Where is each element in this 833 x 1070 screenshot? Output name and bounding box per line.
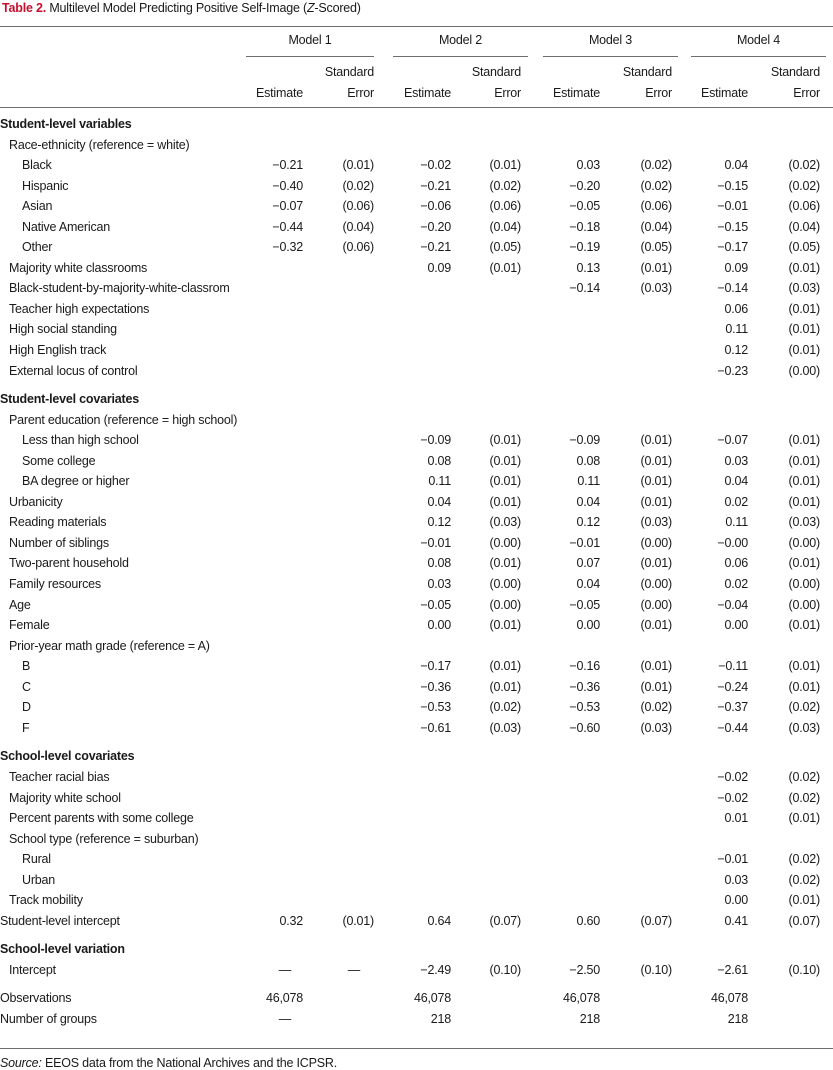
estimate-cell: −2.61: [717, 962, 748, 977]
standard-error-cell: (0.01): [489, 433, 521, 448]
row-label: Student-level intercept: [0, 913, 120, 928]
estimate-cell: −0.17: [420, 659, 451, 674]
standard-error-cell: (0.06): [342, 240, 374, 255]
estimate-cell: 0.09: [724, 260, 748, 275]
estimate-cell: −0.04: [717, 597, 748, 612]
estimate-cell: 0.00: [576, 618, 600, 633]
estimate-cell: 46,078: [265, 991, 303, 1006]
row-label: Black-student-by-majority-white-classrom: [9, 281, 230, 296]
table-row: [0, 299, 833, 320]
row-label: Teacher high expectations: [9, 301, 150, 316]
estimate-cell: −0.60: [569, 720, 600, 735]
standard-error-cell: (0.02): [640, 700, 672, 715]
model-4-header: Model 4: [736, 33, 781, 47]
section-header-row: [0, 939, 833, 960]
estimate-cell: −0.09: [420, 433, 451, 448]
table-row: [0, 410, 833, 431]
standard-error-cell: (0.01): [489, 618, 521, 633]
standard-error-cell: (0.06): [342, 199, 374, 214]
table-row: [0, 361, 833, 382]
row-label: Observations: [0, 991, 72, 1006]
standard-error-cell: (0.07): [640, 913, 672, 928]
model-2-rule: [393, 56, 528, 57]
table-row: [0, 176, 833, 197]
row-label: High social standing: [9, 322, 117, 337]
row-label: BA degree or higher: [22, 474, 130, 489]
standard-error-cell: (0.00): [489, 535, 521, 550]
standard-error-cell: (0.01): [788, 433, 820, 448]
row-label: C: [22, 679, 31, 694]
estimate-cell: −0.37: [717, 700, 748, 715]
standard-error-cell: (0.01): [640, 260, 672, 275]
estimate-cell: 0.03: [427, 577, 451, 592]
standard-error-cell: (0.03): [640, 281, 672, 296]
row-label: Teacher racial bias: [9, 769, 110, 784]
standard-error-cell: (0.01): [489, 474, 521, 489]
standard-error-cell: (0.03): [788, 515, 820, 530]
estimate-cell: 0.00: [724, 618, 748, 633]
standard-error-cell: (0.01): [788, 556, 820, 571]
standard-error-cell: (0.02): [342, 178, 374, 193]
table-row: [0, 849, 833, 870]
estimate-cell: −0.21: [420, 240, 451, 255]
estimate-cell: 0.08: [576, 453, 600, 468]
model-1-header: Model 1: [288, 33, 332, 47]
header-bottom-rule: [0, 107, 833, 108]
section-label: Student-level covariates: [0, 392, 140, 407]
estimate-cell: −2.49: [420, 962, 451, 977]
standard-error-cell: (0.03): [640, 515, 672, 530]
table-row: [0, 319, 833, 340]
standard-error-cell: (0.00): [788, 363, 820, 378]
section-label: School-level variation: [0, 942, 125, 957]
row-label: Reading materials: [9, 515, 107, 530]
standard-error-cell: (0.02): [788, 769, 820, 784]
standard-error-cell: (0.02): [489, 178, 521, 193]
standard-error-cell: (0.03): [489, 720, 521, 735]
estimate-cell: −0.11: [718, 659, 748, 674]
estimate-cell: 0.03: [576, 158, 600, 173]
estimate-cell: 0.32: [279, 913, 303, 928]
row-label: Intercept: [9, 962, 56, 977]
estimate-cell: 0.04: [724, 474, 748, 489]
estimate-cell: −0.05: [569, 597, 600, 612]
standard-error-cell: (0.01): [640, 659, 672, 674]
estimate-cell: −0.15: [717, 219, 748, 234]
estimate-cell: 0.60: [576, 913, 600, 928]
standard-error-cell: (0.06): [640, 199, 672, 214]
estimate-cell: 0.00: [724, 893, 748, 908]
standard-error-cell: (0.02): [640, 178, 672, 193]
standard-error-cell: (0.02): [489, 700, 521, 715]
estimate-cell: −0.14: [717, 281, 748, 296]
section-label: School-level covariates: [0, 749, 135, 764]
table-title: [2, 0, 361, 16]
table-title-italic: Z: [306, 1, 315, 15]
row-label: Female: [9, 618, 50, 633]
estimate-cell: 0.11: [725, 322, 748, 337]
source-label: Source:: [0, 1056, 42, 1070]
section-header-row: [0, 746, 833, 767]
estimate-cell: 0.11: [577, 474, 600, 489]
estimate-header: Estimate: [403, 86, 451, 100]
table-row: [0, 574, 833, 595]
standard-error-cell: (0.01): [788, 659, 820, 674]
table-row: [0, 636, 833, 657]
estimate-header: Estimate: [700, 86, 748, 100]
table-body: [0, 114, 833, 1030]
standard-error-cell: (0.02): [788, 158, 820, 173]
standard-error-cell: (0.01): [640, 453, 672, 468]
source-text: EEOS data from the National Archives and the ICPSR.: [44, 1056, 338, 1070]
table-row: [0, 890, 833, 911]
standard-error-header-line2: Error: [793, 86, 820, 100]
standard-error-cell: (0.10): [489, 962, 521, 977]
estimate-cell: 0.11: [725, 515, 748, 530]
table-title-end: -Scored): [314, 1, 361, 15]
estimate-cell: 0.07: [576, 556, 600, 571]
estimate-cell: −0.02: [717, 769, 748, 784]
estimate-cell: −0.61: [420, 720, 451, 735]
estimate-cell: 0.04: [724, 158, 748, 173]
table-row: [0, 870, 833, 891]
table-row: [0, 767, 833, 788]
table-row: [0, 155, 833, 176]
row-label: Black: [22, 158, 52, 173]
estimate-cell: 0.03: [724, 872, 748, 887]
standard-error-cell: (0.02): [788, 790, 820, 805]
standard-error-header: Standard: [770, 65, 820, 79]
standard-error-cell: (0.03): [640, 720, 672, 735]
standard-error-cell: (0.01): [788, 679, 820, 694]
estimate-cell: 46,078: [710, 991, 748, 1006]
estimate-cell: −0.01: [420, 535, 451, 550]
row-label: Age: [9, 597, 31, 612]
estimate-cell: −0.16: [569, 659, 600, 674]
row-label: Majority white classrooms: [9, 260, 148, 275]
estimate-cell: −0.01: [717, 199, 748, 214]
row-label: Parent education (reference = high school): [9, 412, 238, 427]
model-2-header: Model 2: [438, 33, 483, 47]
estimate-cell: −0.24: [717, 679, 748, 694]
row-label: Hispanic: [22, 178, 69, 193]
row-label: Majority white school: [9, 790, 121, 805]
standard-error-cell: (0.01): [788, 474, 820, 489]
table-row: [0, 278, 833, 299]
standard-error-cell: (0.01): [788, 301, 820, 316]
estimate-cell: 0.13: [576, 260, 600, 275]
standard-error-cell: (0.01): [788, 893, 820, 908]
standard-error-cell: (0.02): [788, 178, 820, 193]
standard-error-cell: (0.01): [788, 494, 820, 509]
estimate-cell: 0.11: [428, 474, 451, 489]
standard-error-cell: (0.01): [788, 811, 820, 826]
table-row: [0, 595, 833, 616]
table-row: [0, 656, 833, 677]
standard-error-cell: (0.04): [342, 219, 374, 234]
estimate-cell: 0.01: [724, 811, 748, 826]
section-header-row: [0, 114, 833, 135]
standard-error-cell: (0.01): [788, 322, 820, 337]
standard-error-cell: (0.05): [788, 240, 820, 255]
table-number: Table 2.: [2, 1, 47, 15]
estimate-cell: 218: [579, 1011, 600, 1026]
estimate-cell: −0.02: [717, 790, 748, 805]
standard-error-cell: (0.02): [788, 852, 820, 867]
estimate-cell: −0.00: [717, 535, 748, 550]
estimate-cell: −0.44: [717, 720, 748, 735]
standard-error-header-line2: Error: [347, 86, 374, 100]
row-label: F: [22, 720, 30, 735]
standard-error-cell: (0.01): [489, 659, 521, 674]
standard-error-cell: (0.00): [640, 597, 672, 612]
table-row: [0, 258, 833, 279]
standard-error-cell: (0.03): [788, 720, 820, 735]
estimate-cell: −0.17: [717, 240, 748, 255]
table-row: [0, 471, 833, 492]
estimate-cell: −0.07: [272, 199, 303, 214]
estimate-cell: 0.02: [724, 494, 748, 509]
standard-error-cell: (0.06): [489, 199, 521, 214]
standard-error-cell: (0.01): [342, 913, 374, 928]
standard-error-cell: (0.01): [640, 556, 672, 571]
estimate-cell: −0.14: [569, 281, 600, 296]
table-row: [0, 1009, 833, 1030]
estimate-cell: −0.06: [420, 199, 451, 214]
standard-error-cell: (0.01): [342, 158, 374, 173]
table-row: [0, 533, 833, 554]
standard-error-cell: (0.07): [489, 913, 521, 928]
standard-error-cell: (0.01): [489, 158, 521, 173]
standard-error-cell: (0.01): [788, 453, 820, 468]
table-row: [0, 697, 833, 718]
estimate-cell: −0.05: [420, 597, 451, 612]
standard-error-cell: (0.05): [489, 240, 521, 255]
estimate-cell: 0.04: [427, 494, 451, 509]
top-rule: [0, 26, 833, 27]
table-row: [0, 788, 833, 809]
model-1-rule: [246, 56, 374, 57]
estimate-cell: 0.64: [427, 913, 451, 928]
table-row: [0, 135, 833, 156]
standard-error-cell: (0.00): [788, 577, 820, 592]
standard-error-header: Standard: [471, 65, 521, 79]
estimate-cell: 0.12: [427, 515, 451, 530]
estimate-cell: −0.53: [420, 700, 451, 715]
standard-error-cell: (0.01): [640, 474, 672, 489]
standard-error-cell: (0.01): [640, 679, 672, 694]
row-label: Native American: [22, 219, 111, 234]
row-label: High English track: [9, 343, 107, 358]
row-label: Race-ethnicity (reference = white): [9, 137, 190, 152]
estimate-cell: −0.05: [569, 199, 600, 214]
estimate-cell: −0.23: [717, 363, 748, 378]
estimate-cell: —: [278, 962, 291, 977]
table-row: [0, 237, 833, 258]
estimate-cell: 218: [727, 1011, 748, 1026]
estimate-cell: −0.01: [717, 852, 748, 867]
table-row: [0, 988, 833, 1009]
standard-error-cell: (0.02): [788, 700, 820, 715]
estimate-cell: −0.20: [569, 178, 600, 193]
estimate-cell: 46,078: [413, 991, 451, 1006]
table-row: [0, 911, 833, 932]
estimate-cell: 0.03: [724, 453, 748, 468]
section-label: Student-level variables: [0, 117, 132, 131]
standard-error-cell: (0.04): [640, 219, 672, 234]
section-header-row: [0, 389, 833, 410]
estimate-cell: −0.21: [272, 158, 303, 173]
standard-error-cell: (0.02): [788, 872, 820, 887]
estimate-cell: −0.32: [272, 240, 303, 255]
table-row: [0, 217, 833, 238]
table-row: [0, 340, 833, 361]
source-note: [0, 1056, 337, 1070]
standard-error-cell: (0.01): [489, 556, 521, 571]
table-row: [0, 718, 833, 739]
estimate-cell: −0.18: [569, 219, 600, 234]
estimate-cell: −0.44: [272, 219, 303, 234]
standard-error-header-line2: Error: [494, 86, 521, 100]
estimate-cell: 0.00: [427, 618, 451, 633]
row-label: School type (reference = suburban): [9, 831, 199, 846]
row-label: External locus of control: [9, 363, 138, 378]
estimate-cell: −0.07: [717, 433, 748, 448]
estimate-cell: 0.04: [576, 577, 600, 592]
standard-error-cell: (0.00): [489, 597, 521, 612]
estimate-cell: −0.15: [717, 178, 748, 193]
row-label: Urban: [22, 872, 56, 887]
row-label: Asian: [22, 199, 53, 214]
row-label: Rural: [22, 852, 51, 867]
estimate-cell: −0.53: [569, 700, 600, 715]
standard-error-cell: (0.00): [640, 535, 672, 550]
estimate-cell: —: [278, 1011, 291, 1026]
table-row: [0, 829, 833, 850]
estimate-cell: −0.36: [420, 679, 451, 694]
bottom-rule: [0, 1048, 833, 1049]
table-row: [0, 492, 833, 513]
standard-error-cell: (0.00): [788, 535, 820, 550]
row-label: Family resources: [9, 577, 101, 592]
standard-error-cell: (0.01): [640, 618, 672, 633]
standard-error-cell: (0.01): [788, 343, 820, 358]
table-row: [0, 960, 833, 981]
estimate-cell: −0.40: [272, 178, 303, 193]
row-label: B: [22, 659, 31, 674]
estimate-cell: −2.50: [569, 962, 600, 977]
standard-error-header-line2: Error: [645, 86, 672, 100]
standard-error-cell: (0.01): [489, 679, 521, 694]
row-label: Prior-year math grade (reference = A): [9, 638, 210, 653]
model-4-rule: [691, 56, 826, 57]
estimate-cell: −0.19: [569, 240, 600, 255]
table-row: [0, 677, 833, 698]
estimate-cell: 0.08: [427, 556, 451, 571]
standard-error-cell: (0.05): [640, 240, 672, 255]
estimate-cell: 0.06: [724, 301, 748, 316]
standard-error-cell: (0.01): [788, 260, 820, 275]
table-title-text: Multilevel Model Predicting Positive Self-Image (: [49, 1, 307, 15]
row-label: Some college: [22, 453, 96, 468]
row-label: Percent parents with some college: [9, 811, 194, 826]
standard-error-cell: (0.01): [640, 494, 672, 509]
estimate-cell: 46,078: [562, 991, 600, 1006]
standard-error-cell: (0.01): [489, 453, 521, 468]
estimate-header: Estimate: [552, 86, 600, 100]
estimate-cell: 0.02: [724, 577, 748, 592]
standard-error-cell: (0.00): [788, 597, 820, 612]
model-3-header: Model 3: [588, 33, 633, 47]
standard-error-cell: (0.03): [489, 515, 521, 530]
row-label: D: [22, 700, 31, 715]
estimate-cell: −0.01: [569, 535, 600, 550]
estimate-cell: 0.09: [427, 260, 451, 275]
table-row: [0, 553, 833, 574]
standard-error-cell: (0.10): [788, 962, 820, 977]
standard-error-cell: (0.02): [640, 158, 672, 173]
estimate-cell: 218: [430, 1011, 451, 1026]
standard-error-cell: (0.03): [788, 281, 820, 296]
standard-error-cell: (0.06): [788, 199, 820, 214]
standard-error-cell: (0.01): [640, 433, 672, 448]
estimate-cell: 0.08: [427, 453, 451, 468]
standard-error-header: Standard: [324, 65, 374, 79]
table-row: [0, 196, 833, 217]
model-3-rule: [543, 56, 678, 57]
standard-error-cell: —: [347, 962, 360, 977]
row-label: Number of siblings: [9, 535, 109, 550]
standard-error-cell: (0.07): [788, 913, 820, 928]
row-label: Number of groups: [0, 1011, 97, 1026]
standard-error-cell: (0.01): [489, 260, 521, 275]
standard-error-cell: (0.00): [489, 577, 521, 592]
row-label: Other: [22, 240, 53, 255]
estimate-header: Estimate: [255, 86, 303, 100]
estimate-cell: 0.41: [724, 913, 748, 928]
table-row: [0, 430, 833, 451]
standard-error-cell: (0.00): [640, 577, 672, 592]
standard-error-cell: (0.04): [788, 219, 820, 234]
estimate-cell: −0.36: [569, 679, 600, 694]
estimate-cell: −0.21: [420, 178, 451, 193]
row-label: Two-parent household: [9, 556, 129, 571]
estimate-cell: −0.09: [569, 433, 600, 448]
standard-error-cell: (0.01): [489, 494, 521, 509]
table-row: [0, 808, 833, 829]
estimate-cell: 0.12: [576, 515, 600, 530]
estimate-cell: 0.06: [724, 556, 748, 571]
row-label: Urbanicity: [9, 494, 63, 509]
row-label: Track mobility: [9, 893, 83, 908]
table-row: [0, 615, 833, 636]
row-label: Less than high school: [22, 433, 139, 448]
estimate-cell: −0.02: [420, 158, 451, 173]
standard-error-cell: (0.01): [788, 618, 820, 633]
estimate-cell: 0.12: [724, 343, 748, 358]
table-row: [0, 451, 833, 472]
estimate-cell: 0.04: [576, 494, 600, 509]
estimate-cell: −0.20: [420, 219, 451, 234]
table-row: [0, 512, 833, 533]
standard-error-header: Standard: [622, 65, 672, 79]
standard-error-cell: (0.10): [640, 962, 672, 977]
standard-error-cell: (0.04): [489, 219, 521, 234]
